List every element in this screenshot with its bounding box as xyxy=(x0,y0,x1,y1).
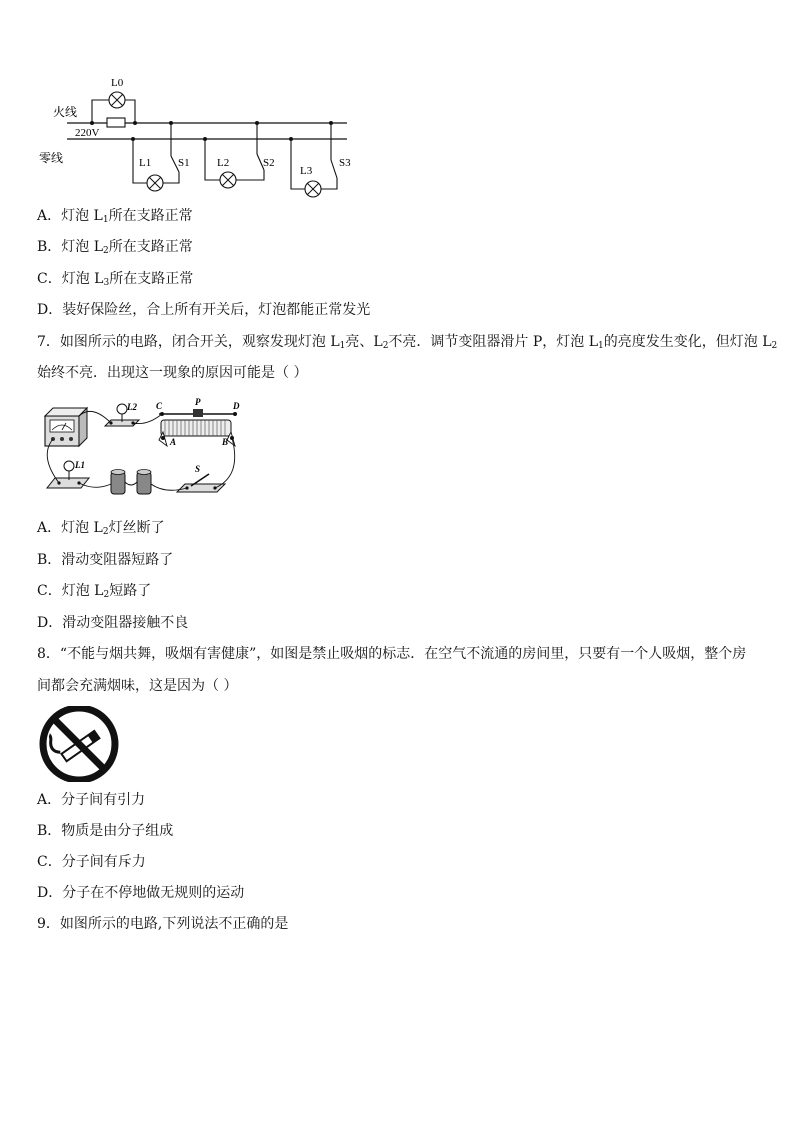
switch-s1-label: S1 xyxy=(178,157,190,169)
lamp-l0-label: L0 xyxy=(111,77,124,89)
q8-stem-line1: 8．“不能与烟共舞，吸烟有害健康”，如图是禁止吸烟的标志．在空气不流通的房间里，只要有一个人吸烟，整个房 xyxy=(37,646,747,662)
no-smoking-sign xyxy=(37,706,121,782)
terminal-d-label: D xyxy=(233,401,240,411)
q7-stem-line1: 7．如图所示的电路，闭合开关，观察发现灯泡 $L_1$亮、$L_2$不亮．调节变阻器滑片 P，灯泡 $L_1$的亮度发生变化，但灯泡 $L_2$ xyxy=(37,334,778,351)
q6-option-d: D．装好保险丝，合上所有开关后，灯泡都能正常发光 xyxy=(37,302,371,318)
q8-option-b: B．物质是由分子组成 xyxy=(37,823,174,839)
q7-option-b: B．滑动变阻器短路了 xyxy=(37,552,174,568)
q6-option-c: C．灯泡 $L_3$所在支路正常 xyxy=(37,271,194,288)
lamp-l1-figure-label: L1 xyxy=(75,460,85,470)
lamp-l1-label: L1 xyxy=(139,157,152,169)
q7-option-d: D．滑动变阻器接触不良 xyxy=(37,615,189,631)
switch-s2-label: S2 xyxy=(263,157,275,169)
q7-stem-line2: 始终不亮．出现这一现象的原因可能是（ ） xyxy=(37,365,308,381)
q8-stem-line2: 间都会充满烟味，这是因为（ ） xyxy=(37,678,238,694)
voltage-label: 220V xyxy=(75,127,100,139)
q7-apparatus-figure xyxy=(37,396,252,498)
q7-option-c: C．灯泡 $L_2$短路了 xyxy=(37,583,152,600)
q8-option-a: A．分子间有引力 xyxy=(37,792,146,808)
terminal-b-label: B xyxy=(222,437,229,447)
terminal-c-label: C xyxy=(156,401,163,411)
slider-p-label: P xyxy=(195,397,201,407)
switch-s-figure-label: S xyxy=(195,464,201,474)
q6-option-b: B．灯泡 $L_2$所在支路正常 xyxy=(37,239,193,256)
lamp-l2-label: L2 xyxy=(217,157,230,169)
neutral-wire-label: 零线 xyxy=(39,151,64,165)
live-wire-label: 火线 xyxy=(53,105,78,119)
q8-option-d: D．分子在不停地做无规则的运动 xyxy=(37,885,245,901)
q8-option-c: C．分子间有斥力 xyxy=(37,854,146,870)
household-circuit-figure xyxy=(37,72,367,202)
q7-option-a: A．灯泡 $L_2$灯丝断了 xyxy=(37,520,165,537)
q6-option-a: A．灯泡 $L_1$所在支路正常 xyxy=(37,208,193,225)
lamp-l3-label: L3 xyxy=(300,165,313,177)
switch-s3-label: S3 xyxy=(339,157,351,169)
lamp-l2-figure-label: L2 xyxy=(127,402,137,412)
q9-stem-line1: 9．如图所示的电路,下列说法不正确的是 xyxy=(37,916,289,932)
terminal-a-label: A xyxy=(170,437,177,447)
